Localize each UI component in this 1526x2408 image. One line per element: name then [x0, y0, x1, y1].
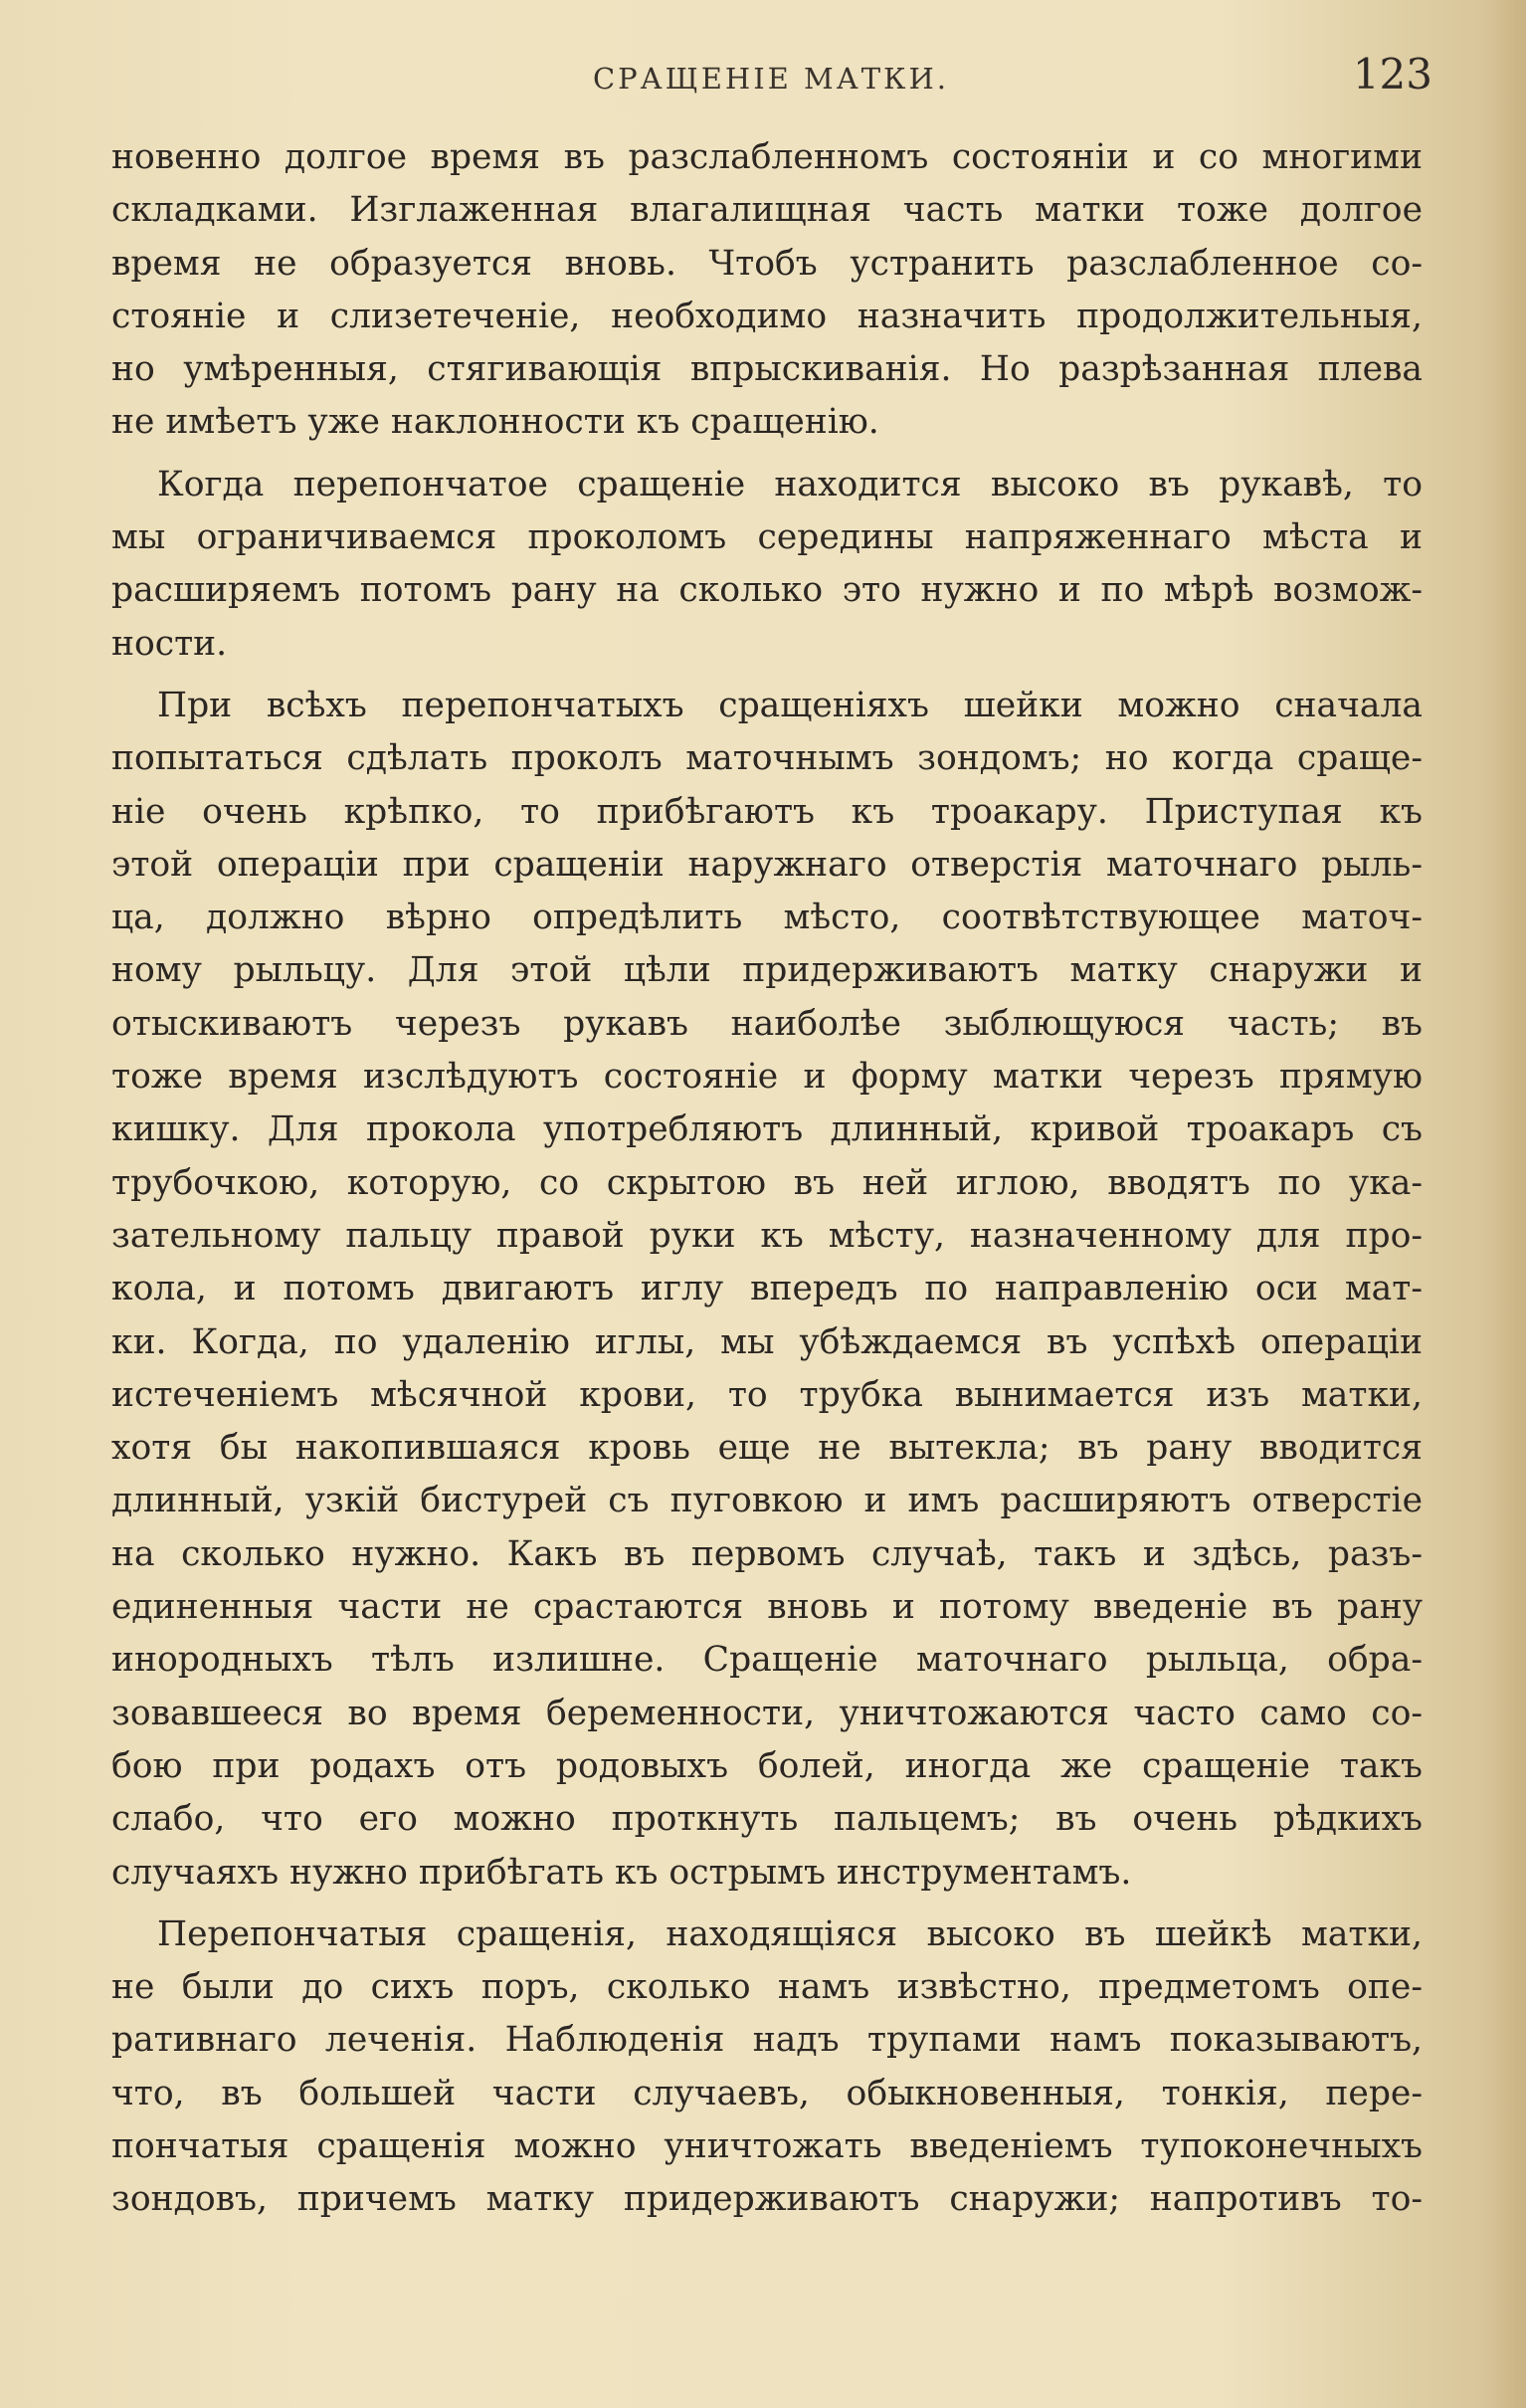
text-line: инородныхъ тѣлъ излишне. Сращеніе маточнаго рыльца, обра-	[111, 1640, 1423, 1681]
text-line: этой операціи при сращеніи наружнаго отверстія маточнаго рыль-	[111, 844, 1423, 885]
text-line: случаяхъ нужно прибѣгать къ острымъ инструментамъ.	[111, 1852, 1132, 1893]
text-line: кола, и потомъ двигаютъ иглу впередъ по направленію оси мат-	[111, 1269, 1423, 1309]
text-line: но умѣренныя, стягивающія впрыскиванія. Но разрѣзанная плева	[111, 349, 1423, 390]
text-line: трубочкою, которую, со скрытою въ ней иглою, вводятъ по ука-	[111, 1162, 1423, 1203]
text-line: тоже время изслѣдуютъ состояніе и форму матки черезъ прямую	[111, 1057, 1423, 1098]
text-line: слабо, что его можно проткнуть пальцемъ; въ очень рѣдкихъ	[111, 1799, 1423, 1840]
text-line: не были до сихъ поръ, сколько намъ извѣстно, предметомъ опе-	[111, 1967, 1423, 2008]
text-line: ному рыльцу. Для этой цѣли придерживаютъ матку снаружи и	[111, 950, 1423, 991]
text-line: мы ограничиваемся проколомъ середины напряженнаго мѣста и	[111, 517, 1423, 558]
text-line: зовавшееся во время беременности, уничтожаются часто само со-	[111, 1693, 1423, 1733]
text-line: попытаться сдѣлать проколъ маточнымъ зондомъ; но когда сраще-	[111, 738, 1423, 779]
paragraph	[111, 131, 1423, 450]
paragraph	[111, 680, 1423, 1900]
page-number: 123	[1352, 50, 1432, 99]
text-line: новенно долгое время въ разслабленномъ состояніи и со многими	[111, 137, 1423, 177]
text-line: бою при родахъ отъ родовыхъ болей, иногда же сращеніе такъ	[111, 1745, 1423, 1786]
running-title: СРАЩЕНІЕ МАТКИ.	[592, 62, 949, 96]
text-line: истеченіемъ мѣсячной крови, то трубка вынимается изъ матки,	[111, 1374, 1423, 1415]
text-line: Перепончатыя сращенія, находящіяся высоко въ шейкѣ матки,	[157, 1913, 1423, 1954]
text-line: отыскиваютъ черезъ рукавъ наиболѣе зыблющуюся часть; въ	[111, 1003, 1423, 1044]
text-line: ки. Когда, по удаленію иглы, мы убѣждаемся въ успѣхѣ операціи	[111, 1321, 1423, 1362]
text-line: ности.	[111, 623, 228, 664]
text-line: на сколько нужно. Какъ въ первомъ случаѣ, такъ и здѣсь, разъ-	[111, 1533, 1423, 1574]
text-line: хотя бы накопившаяся кровь еще не вытекла; въ рану вводится	[111, 1428, 1423, 1469]
body-text	[111, 131, 1423, 2236]
text-line: не имѣетъ уже наклонности къ сращенію.	[111, 402, 879, 443]
text-line: стояніе и слизетеченіе, необходимо назначить продолжительныя,	[111, 296, 1423, 336]
paragraph	[111, 459, 1423, 671]
text-line: При всѣхъ перепончатыхъ сращеніяхъ шейки можно сначала	[157, 685, 1423, 725]
text-line: время не образуется вновь. Чтобъ устранить разслабленное со-	[111, 243, 1423, 284]
text-line: расширяемъ потомъ рану на сколько это нужно и по мѣрѣ возмож-	[111, 570, 1423, 611]
text-line: складками. Изглаженная влагалищная часть матки тоже долгое	[111, 190, 1423, 231]
text-line: кишку. Для прокола употребляютъ длинный, кривой троакаръ съ	[111, 1109, 1423, 1150]
text-line: единенныя части не срастаются вновь и потому введеніе въ рану	[111, 1587, 1423, 1628]
text-line: пончатыя сращенія можно уничтожать введеніемъ тупоконечныхъ	[111, 2125, 1423, 2166]
text-line: ца, должно вѣрно опредѣлить мѣсто, соотвѣтствующее маточ-	[111, 898, 1423, 938]
text-line: Когда перепончатое сращеніе находится высоко въ рукавѣ, то	[157, 464, 1423, 504]
text-line: ративнаго леченія. Наблюденія надъ трупами намъ показываютъ,	[111, 2020, 1423, 2061]
page-header	[109, 48, 1432, 107]
text-line: ніе очень крѣпко, то прибѣгаютъ къ троакару. Приступая къ	[111, 791, 1423, 832]
text-line: длинный, узкій бистурей съ пуговкою и имъ расширяютъ отверстіе	[111, 1481, 1423, 1521]
text-line: что, въ большей части случаевъ, обыкновенныя, тонкія, пере-	[111, 2073, 1423, 2113]
paragraph	[111, 1908, 1423, 2227]
text-line: зондовъ, причемъ матку придерживаютъ снаружи; напротивъ то-	[111, 2179, 1423, 2220]
text-line: зательному пальцу правой руки къ мѣсту, назначенному для про-	[111, 1215, 1423, 1256]
